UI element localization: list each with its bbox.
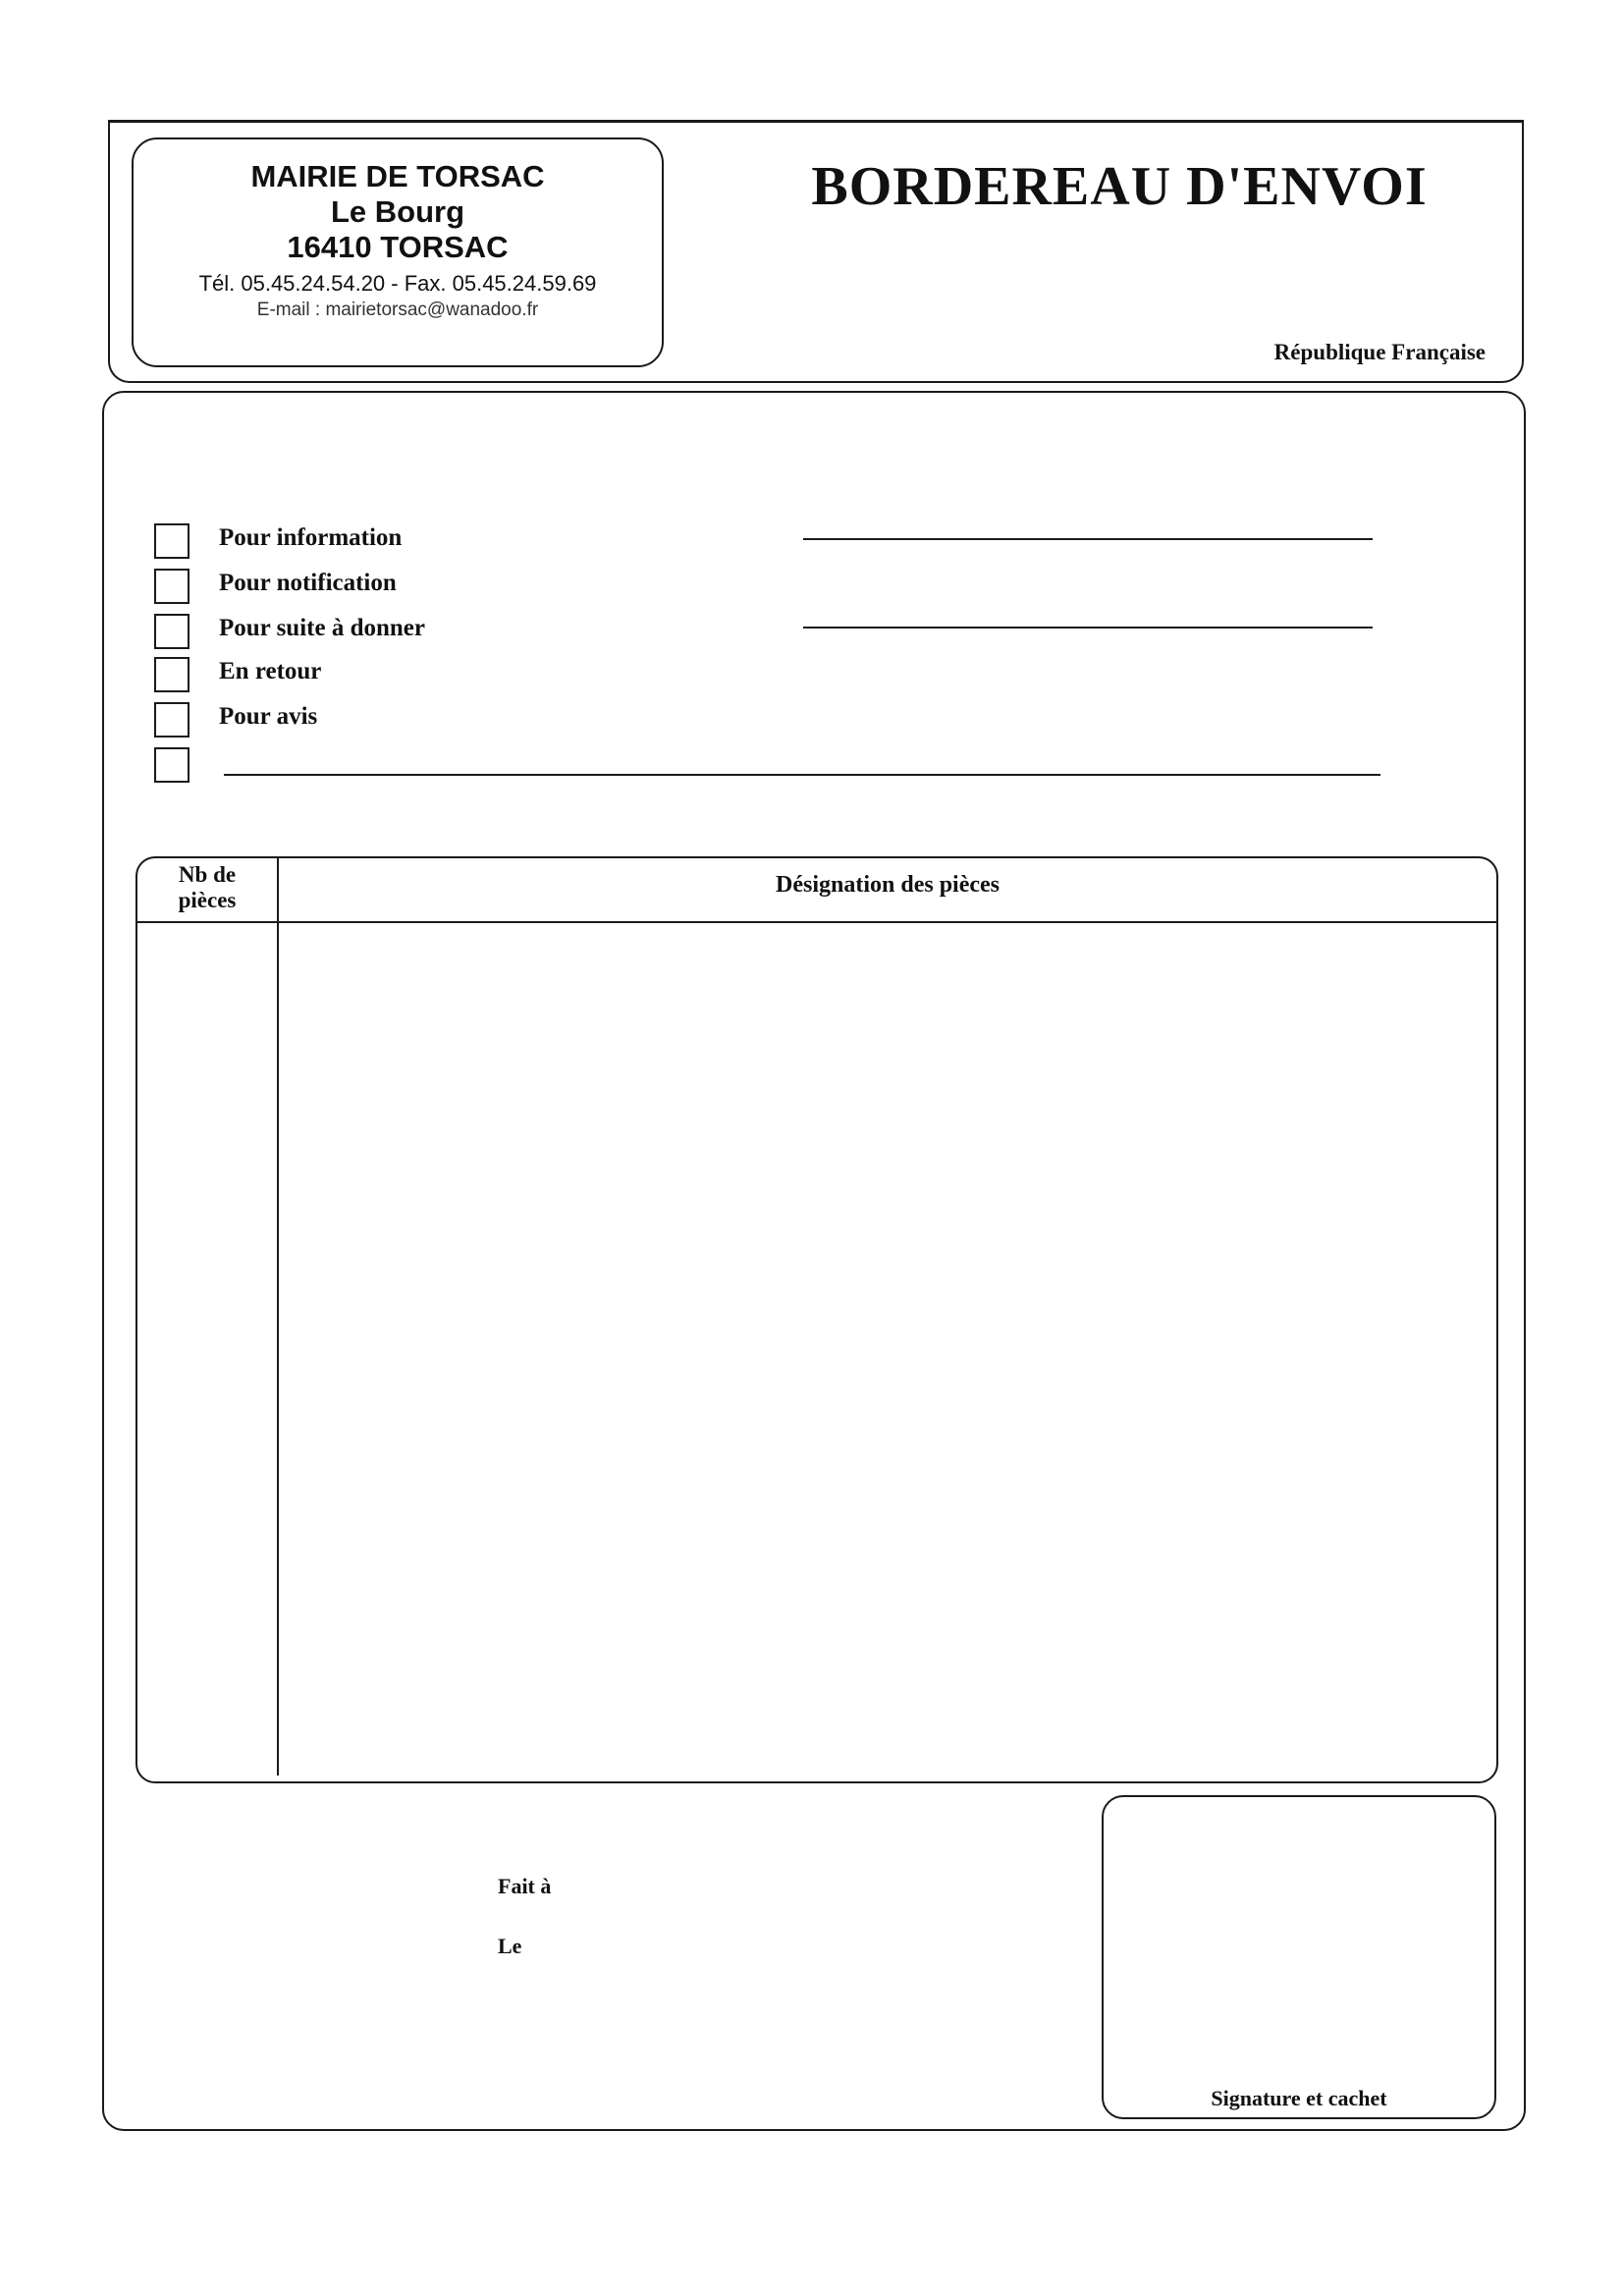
checkbox[interactable] <box>154 702 189 738</box>
mairie-block <box>132 137 664 367</box>
mairie-address: Le Bourg <box>330 194 465 229</box>
option-label: Pour information <box>219 524 403 551</box>
document-title: BORDEREAU D'ENVOI <box>811 156 1428 217</box>
option-other[interactable] <box>154 746 189 784</box>
column-divider <box>277 856 279 1776</box>
checkbox[interactable] <box>154 569 189 604</box>
mairie-name: MAIRIE DE TORSAC <box>250 159 545 193</box>
fill-line-recipient-1[interactable] <box>803 538 1373 540</box>
column-header-nb-pieces: Nb de pièces <box>178 862 237 912</box>
republique-label: République Française <box>1273 340 1486 364</box>
designation-cell[interactable] <box>281 925 1494 1770</box>
checkbox[interactable] <box>154 657 189 692</box>
fill-line-recipient-2[interactable] <box>803 627 1373 629</box>
checkbox[interactable] <box>154 747 189 783</box>
option-pour-information[interactable] <box>154 522 403 560</box>
checkbox[interactable] <box>154 523 189 559</box>
option-label: Pour avis <box>219 703 318 730</box>
signature-label: Signature et cachet <box>1211 2086 1387 2110</box>
mairie-email: E-mail : mairietorsac@wanadoo.fr <box>256 300 539 320</box>
mairie-contact: Tél. 05.45.24.54.20 - Fax. 05.45.24.59.69 <box>198 271 597 296</box>
le-label: Le <box>498 1934 522 1958</box>
option-pour-avis[interactable] <box>154 701 318 738</box>
option-label: Pour suite à donner <box>219 615 425 641</box>
option-label: Pour notification <box>219 570 397 596</box>
option-pour-suite-a-donner[interactable] <box>154 613 425 650</box>
signature-box[interactable] <box>1102 1795 1496 2119</box>
option-pour-notification[interactable] <box>154 568 397 605</box>
option-label: En retour <box>219 658 322 684</box>
checkbox[interactable] <box>154 614 189 649</box>
nb-pieces-cell[interactable] <box>137 925 277 1770</box>
option-en-retour[interactable] <box>154 656 322 693</box>
column-header-designation: Désignation des pièces <box>776 872 1000 898</box>
fill-line-other[interactable] <box>224 774 1380 776</box>
mairie-postal-city: 16410 TORSAC <box>287 230 509 264</box>
header-divider <box>137 921 1496 923</box>
fait-a-label: Fait à <box>498 1874 552 1898</box>
